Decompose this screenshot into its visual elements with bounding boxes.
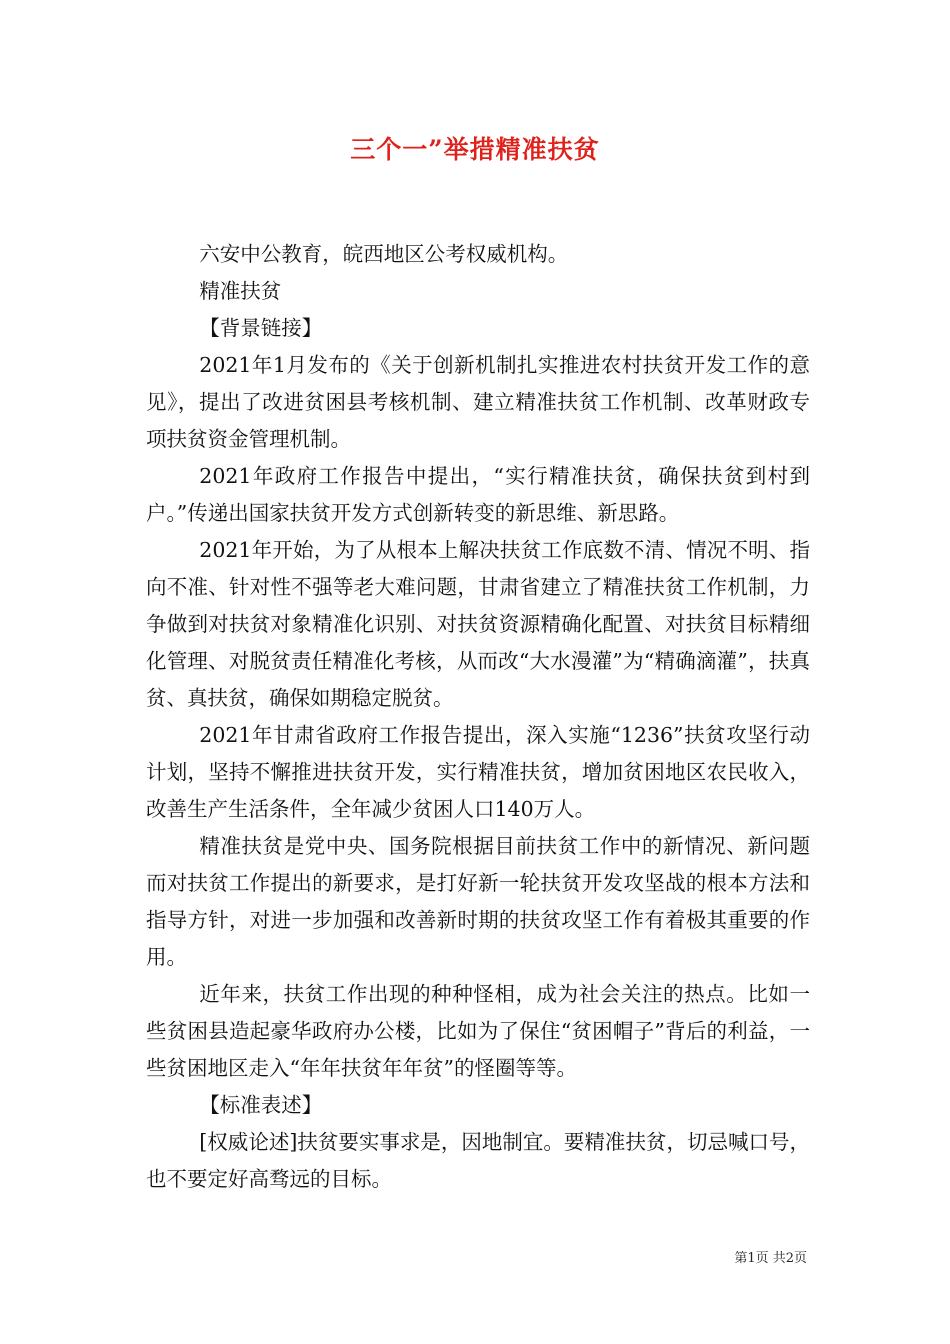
paragraph-intro: 六安中公教育，皖西地区公考权威机构。: [199, 242, 569, 266]
document-body: [146, 236, 810, 1198]
paragraph: 2021年1月发布的《关于创新机制扎实推进农村扶贫开发工作的意见》，提出了改进贫困县考核机制、建立精准扶贫工作机制、改革财政专项扶贫资金管理机制。: [146, 353, 810, 451]
paragraph: 2021年甘肃省政府工作报告提出，深入实施“1236”扶贫攻坚行动计划，坚持不懈推进扶贫开发，实行精准扶贫，增加贫困地区农民收入，改善生产生活条件，全年减少贫困人口140万人。: [146, 723, 810, 821]
page-number: 第1页 共2页: [734, 1251, 807, 1266]
paragraph: [权威论述]扶贫要实事求是，因地制宜。要精准扶贫，切忌喊口号，也不要定好高骛远的目标。: [146, 1130, 810, 1191]
paragraph: 2021年政府工作报告中提出，“实行精准扶贫，确保扶贫到村到户。”传递出国家扶贫开发方式创新转变的新思维、新思路。: [146, 464, 810, 525]
paragraph: 近年来，扶贫工作出现的种种怪相，成为社会关注的热点。比如一些贫困县造起豪华政府办公楼，比如为了保住“贫困帽子”背后的利益，一些贫困地区走入“年年扶贫年年贫”的怪圈等等。: [146, 982, 810, 1080]
paragraph: 精准扶贫是党中央、国务院根据目前扶贫工作中的新情况、新问题而对扶贫工作提出的新要求，是打好新一轮扶贫开发攻坚战的根本方法和指导方针，对进一步加强和改善新时期的扶贫攻坚工作有着极其重要的作用。: [146, 834, 810, 969]
paragraph: 2021年开始，为了从根本上解决扶贫工作底数不清、情况不明、指向不准、针对性不强等老大难问题，甘肃省建立了精准扶贫工作机制，力争做到对扶贫对象精准化识别、对扶贫资源精确化配置、对扶贫目标精细化管理、对脱贫责任精准化考核，从而改“大水漫灌”为“精确滴灌”，扶真贫、真扶贫，确保如期稳定脱贫。: [146, 538, 810, 710]
paragraph-topic: 精准扶贫: [199, 279, 282, 303]
section-heading-standard: 【标准表述】: [199, 1093, 323, 1117]
document-title: 三个一”举措精准扶贫: [350, 135, 600, 164]
section-heading-background: 【背景链接】: [199, 316, 323, 340]
